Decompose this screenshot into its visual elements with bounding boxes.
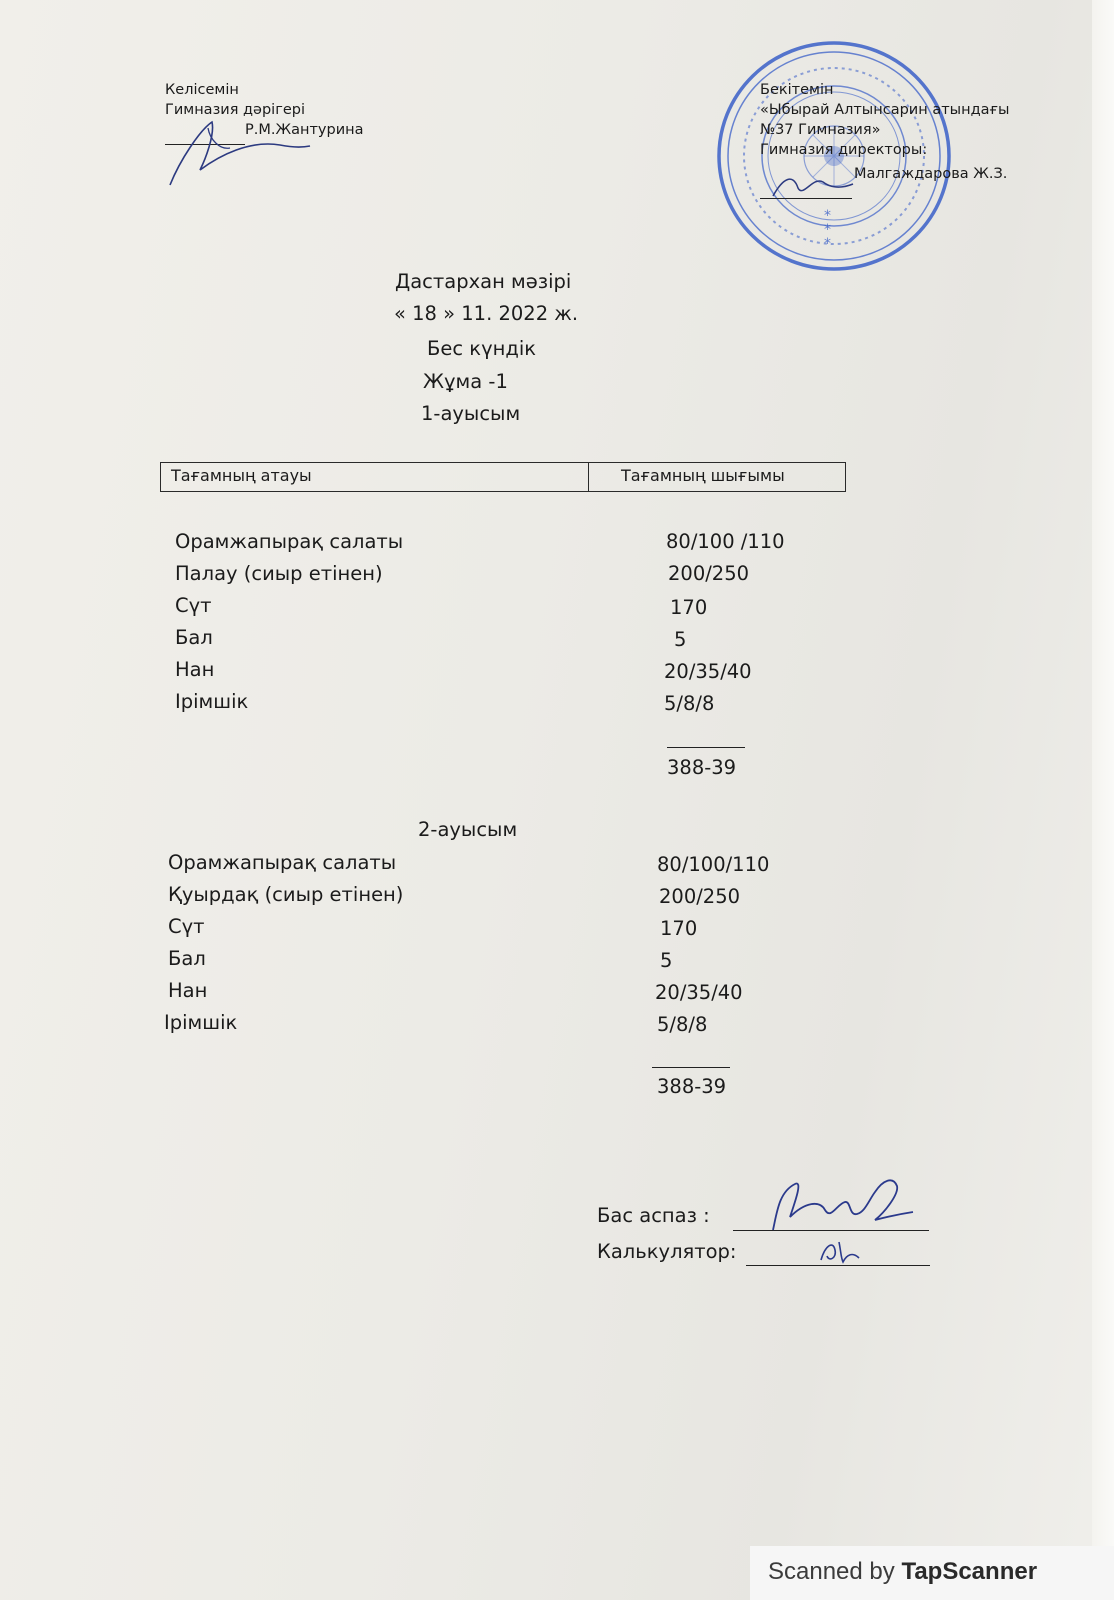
scanner-brand: TapScanner: [901, 1558, 1038, 1585]
shift2-total: 388-39: [657, 1075, 727, 1098]
shift2-item-name: Қуырдақ (сиыр етінен): [168, 883, 404, 906]
shift1-item-amount: 5/8/8: [664, 692, 715, 715]
shift2-item-name: Нан: [168, 979, 208, 1002]
svg-text:*: *: [824, 208, 831, 224]
scanner-watermark: [750, 1546, 1114, 1600]
shift1-total-rule: [667, 747, 745, 748]
shift2-title: 2-ауысым: [418, 818, 518, 841]
shift1-item-amount: 20/35/40: [664, 660, 752, 683]
shift1-item-name: Бал: [175, 626, 213, 649]
shift1-item-name: Ірімшік: [175, 690, 249, 713]
shift1-title: 1-ауысым: [421, 402, 521, 425]
approval-right-line3: №37 Гимназия»: [760, 122, 881, 138]
shift1-item-amount: 200/250: [668, 562, 750, 585]
scanner-watermark-text: [768, 1558, 1037, 1586]
shift2-item-name: Сүт: [168, 915, 205, 938]
shift2-item-amount: 80/100/110: [657, 853, 770, 876]
shift2-item-amount: 200/250: [659, 885, 741, 908]
chef-label: Бас аспаз :: [597, 1204, 710, 1227]
doctor-signature: [160, 100, 320, 190]
approval-left-line3: Р.М.Жантурина: [245, 122, 364, 138]
menu-date: « 18 » 11. 2022 ж.: [394, 302, 579, 325]
menu-title: Дастархан мәзірі: [395, 270, 572, 293]
calculator-signature: [815, 1236, 865, 1266]
approval-right-line4: Гимназия директоры:: [760, 142, 928, 158]
table-header: [160, 462, 846, 492]
shift2-item-name: Орамжапырақ салаты: [168, 851, 397, 874]
paper-edge: [1092, 0, 1114, 1600]
calculator-label: Калькулятор:: [597, 1240, 737, 1263]
table-header-name: Тағамның атауы: [161, 463, 589, 491]
shift2-item-amount: 20/35/40: [655, 981, 743, 1004]
director-signature: [768, 168, 858, 208]
shift1-item-amount: 170: [670, 596, 708, 619]
shift1-item-name: Палау (сиыр етінен): [175, 562, 383, 585]
shift1-item-name: Орамжапырақ салаты: [175, 530, 404, 553]
shift1-total: 388-39: [667, 756, 737, 779]
menu-day: Жұма -1: [423, 370, 508, 393]
svg-text:*: *: [824, 222, 831, 238]
approval-left-line1: Келісемін: [165, 82, 239, 98]
scanner-prefix: Scanned by: [768, 1558, 902, 1585]
shift2-item-amount: 5: [660, 949, 673, 972]
approval-right-line1: Бекітемін: [760, 82, 834, 98]
shift1-item-name: Сүт: [175, 594, 212, 617]
svg-text:*: *: [824, 236, 831, 252]
shift2-item-name: Ірімшік: [164, 1011, 238, 1034]
shift1-item-amount: 5: [674, 628, 687, 651]
shift2-item-amount: 170: [660, 917, 698, 940]
chef-signature: [765, 1172, 915, 1236]
approval-left-line2: Гимназия дәрігері: [165, 102, 305, 118]
approval-right-line5: Малгаждарова Ж.З.: [854, 166, 1008, 182]
shift2-total-rule: [652, 1067, 730, 1068]
approval-right-line2: «Ыбырай Алтынсарин атындағы: [760, 102, 1010, 118]
shift1-item-amount: 80/100 /110: [666, 530, 785, 553]
shift2-item-name: Бал: [168, 947, 206, 970]
menu-days: Бес күндік: [427, 337, 537, 360]
shift2-item-amount: 5/8/8: [657, 1013, 708, 1036]
table-header-amount: Тағамның шығымы: [621, 466, 785, 485]
shift1-item-name: Нан: [175, 658, 215, 681]
